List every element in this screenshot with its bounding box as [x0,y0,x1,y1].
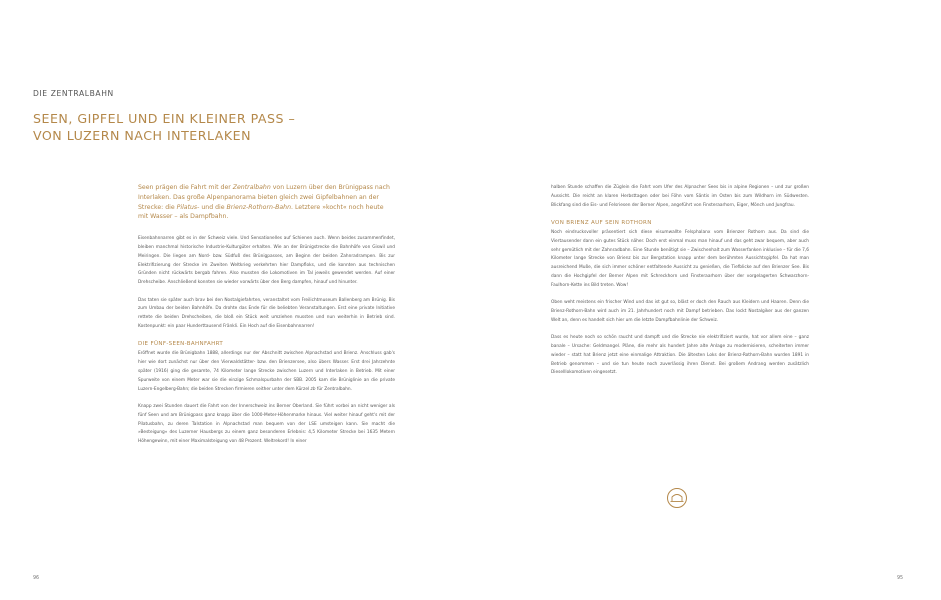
body-paragraph: Dass es heute noch so schön raucht und dampft und die Strecke nie elektrifiziert wurde, hat vor allem eine – ganz banale – Ursache: Geldmangel. Pläne, die mehr als hundert Jahre alte Anlage zu modernisieren, scheiterten immer wieder – statt hat Brienz jetzt eine einmalige Attraktion. Die ältesten Loks der Brienz-Rothorn-Bahn wurden 1891 in Betrieb genommen – und sie tun heute noch zuverlässig ihren Dienst. Bei großem Andrang werden zusätzlich Dieselllokomotiven eingesetzt. [551,335,809,376]
body-paragraph: halben Stunde schaffen die Züglein die Fahrt vom Ufer des Alpnacher Sees bis in alpine Regionen – und zur großen Aussicht. Die reicht an klaren Herbsttagen oder bei Föhn vom Säntis im Osten bis zum Wildhorn im Südwesten. Blickfang sind die Eis- und Felsriesen der Berner Alpen, angeführt von Finsteraarhorn, Eiger, Mönch und Jungfrau. [551,185,809,208]
lead-emphasis: Zentralbahn [232,184,271,191]
body-text: Eröffnet wurde die Brünigbahn 1888, allerdings nur der Abschnitt zwischen Alpnachstad und Brienz. Anschluss gab's hier wie dort zunächst nur über den Vierwaldstätter- bzw. den Brienzersee, also übers Wasser. Erst drei Jahrzehnte später (1916) ging die gesamte, 74 Kilometer lange Strecke zwischen Luzern und Interlaken in Betrieb. Mit einer Spurweite von einem Meter war sie die einzige Schmalspurbahn der SBB. 2005 kam die Brüniglinie an die private Luzern-Engelberg-Bahn; die beiden Strecken firmieren seither unter dem Kürzel [138,351,395,392]
right-text-column [551,184,809,378]
page-number-right: 95 [897,576,904,581]
title-line-1: SEEN, GIPFEL UND EIN KLEINER PASS – [33,111,296,126]
section-subheading: VON BRIENZ AUF SEIN ROTHORN [551,219,652,226]
body-text: für Zentralbahn. [315,386,353,392]
page-title [33,111,413,144]
section-label: DIE ZENTRALBAHN [33,89,114,98]
lead-emphasis: Brienz-Rothorn-Bahn [226,203,292,211]
lead-emphasis: Pilatus- [176,203,200,211]
section-subheading: DIE FÜNF-SEEN-BAHNFAHRT [138,341,224,348]
body-paragraph: Das taten sie später auch brav bei den Nostalgiefahrten, veranstaltet vom Freilichtmuseum Ballenberg am Brünig. Bis zum Umbau der beiden Bahnhöfe. Da drohte das Ende für die beliebten Veranstaltungen. Erst eine private Initiative rettete die beiden Drehscheiben, die bloß ein Stück weit umziehen mussten und nun weiterhin in Betrieb sind. Kostenpunkt: ein paar Hunderttausend Fränkli. Ein Hoch auf die Eisenbahnnarren! [138,297,395,329]
body-emphasis: zb [310,386,316,392]
body-paragraph: Oben weht meistens ein frischer Wind und das ist gut so, bläst er doch den Rauch aus Kleidern und Haaren. Denn die Brienz-Rothorn-Bahn wird auch im 21. Jahrhundert noch mit Dampf betrieben. Das lockt Nostalgiker aus der ganzen Welt an, denn es handelt sich hier um die letzte Dampfbahnlinie der Schweiz. [551,300,809,323]
lead-text: von Luzern über den Brünigpass nach Interlaken. Das große Alpenpanorama bieten gleich zwei Gipfelbahnen an der Strecke: die [138,184,390,211]
lead-text: und die [199,203,227,211]
left-text-column [138,183,395,447]
body-paragraph: Eisenbahnnarren gibt es in der Schweiz viele. Und Sensationelles auf Schienen auch. Wenn beides zusammenfindet, bleiben manchmal historische Industrie-Kulturgüter erhalten. Wie an der Brünigstrecke die Bahnhöfe von Giswil und Meiringen. Die liegen am Nord- bzw. Südfuß des Brünigpasses, am Beginn der beiden Zahnradrampen. Bis zur Elektrifizierung der Strecke im Zweiten Weltkrieg verkehrten hier Dampfloks, und die konnten aus technischen Gründen nicht rückwärts bergab fahren. Also mussten die Lokomotiven im Tal jeweils gewendet werden. Auf einer Drehscheibe. Anschließend konnten sie wieder vorwärts über den Berg dampfen, hinauf und hinunter. [138,236,395,286]
body-paragraph [138,350,395,394]
lead-text: Seen prägen die Fahrt mit der [138,184,233,191]
train-arch-icon [666,487,688,509]
title-line-2: VON LUZERN NACH INTERLAKEN [33,127,252,143]
body-paragraph: Knapp zwei Stunden dauert die Fahrt von der Innerschweiz ins Berner Oberland. Sie führt vorbei an nicht weniger als fünf Seen und am Brünigpass ganz knapp über die 1000-Meter-Höhenmarke hinaus. Viel weiter hinauf geht's mit der Pilatusbahn, zu deren Talstation in Alpnachstad man bequem von der LSE umsteigen kann. Sie macht die »Besteigung« des Luzerner Hausbergs zu einem ganz besonderen Erlebnis: 4,5 Kilometer Strecke bei 1635 Metern Höhengewinn, mit einer Maximalsteigung von 48 Prozent. Weltrekord! In einer [138,403,395,445]
body-paragraph: Noch eindrucksvoller präsentiert sich diese eisumwallte Felsphalanx vom Brienzer Rothorn aus. Da sind die Viertausender dann ein gutes Stück näher. Doch erst einmal muss man hinauf und das geht zwar bequem, aber auch sehr gemütlich mit der Zahnradbahn. Eine Stunde benötigt sie – Zwischenhalt zum Wasserfanken inklusive – für die 7,6 Kilometer lange Strecke von Brienz bis zur Bergstation knapp unter dem berühmten Aussichtsgipfel. Da hat man ausreichend Muße, die sich immer schöner entfaltende Aussicht zu genießen, die Tiefblicke auf den Brienzer See. Bis dann die Hochgipfel der Berner Alpen mit Schreckhorn und Finsteraarhorn über der vorgelagerten Schwarzhorn-Faulhorn-Kette ins Bild treten. Wow! [551,229,809,288]
page-number-left: 96 [33,576,40,581]
lead-paragraph [138,183,395,222]
lead-text: . Letztere »kocht« noch heute mit Wasser – als Dampfbahn. [138,203,384,221]
